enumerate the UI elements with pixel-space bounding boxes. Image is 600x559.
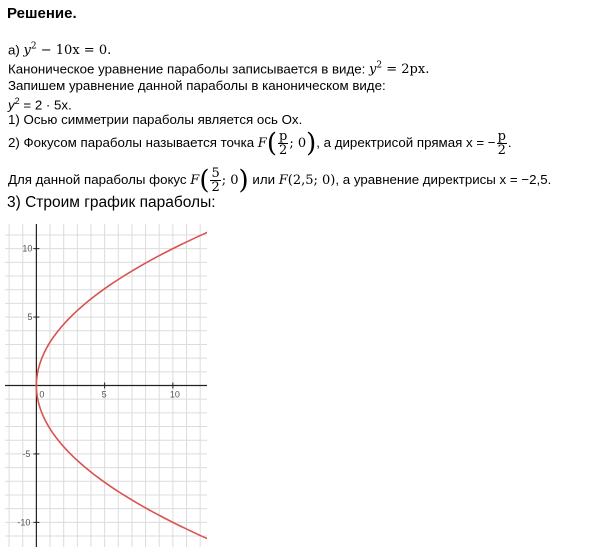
focus-text: Для данной параболы фокус <box>8 172 191 187</box>
exponent: 2 <box>30 42 37 52</box>
item-1-axis: 1) Осью симметрии параболы является ось Ox. <box>8 112 303 127</box>
item-2-text: 2) Фокусом параболы называется точка <box>8 135 258 150</box>
paren-open: ( <box>199 165 210 196</box>
plot-subtitle: 3) Строим график параболы: <box>7 194 216 211</box>
given-canonical-equation <box>8 94 72 112</box>
x-tick-label: 5 <box>101 389 107 400</box>
paren-open: ( <box>266 128 277 159</box>
paren-close: ) <box>238 165 249 196</box>
x-tick-label: 10 <box>169 389 180 400</box>
part-a-label: а) <box>8 42 24 58</box>
fraction-denominator: 2 <box>279 142 288 158</box>
y-tick-label: -10 <box>17 517 31 528</box>
fraction-numerator: p <box>497 128 506 144</box>
var-y: y <box>369 62 377 78</box>
fraction-numerator: p <box>278 128 288 144</box>
solution-heading: Решение. <box>7 5 77 22</box>
exponent: 2 <box>14 96 20 106</box>
write-canonical-text: Запишем уравнение данной параболы в каноническом виде: <box>8 78 386 93</box>
fraction-denominator: 2 <box>211 179 220 195</box>
fraction-numerator: 5 <box>211 165 220 181</box>
y-tick-label: -5 <box>22 448 31 459</box>
focus-result-line <box>8 165 551 195</box>
equation-rest: − 10x = 0. <box>36 43 112 59</box>
directrix-text: , а директрисой прямая x = − <box>316 135 496 150</box>
coordinate-y: ; 0 <box>221 173 239 188</box>
canonical-equation: = 2px. <box>382 62 430 78</box>
var-y: y <box>23 43 31 59</box>
fraction-p-over-2 <box>278 130 288 157</box>
item-2-focus-directrix <box>8 128 512 158</box>
y-tick-label: 10 <box>22 243 33 254</box>
paren-close: ) <box>306 128 317 159</box>
focus-decimal: (2,5; 0) <box>287 173 336 188</box>
fraction-5-over-2 <box>210 167 220 194</box>
equation-rest: = 2 · 5x. <box>19 97 72 113</box>
parabola-graph <box>5 224 207 547</box>
fraction-p-over-2-directrix <box>497 130 507 157</box>
coordinate-y: ; 0 <box>289 136 307 151</box>
y-tick-label: 5 <box>27 312 33 323</box>
equation-a <box>8 40 111 58</box>
period: . <box>507 135 512 150</box>
fraction-denominator: 2 <box>497 142 506 158</box>
origin-label: 0 <box>39 389 45 400</box>
exponent: 2 <box>376 61 383 71</box>
focus-symbol: F <box>278 173 288 188</box>
directrix-equation-text: , а уравнение директрисы x = −2,5. <box>335 172 552 187</box>
focus-symbol: F <box>257 136 267 151</box>
canonical-text: Каноническое уравнение параболы записывается в виде: <box>8 61 370 77</box>
canonical-line <box>8 59 429 77</box>
var-y: y <box>8 97 15 113</box>
or-text: или <box>248 172 279 187</box>
focus-symbol: F <box>190 173 200 188</box>
